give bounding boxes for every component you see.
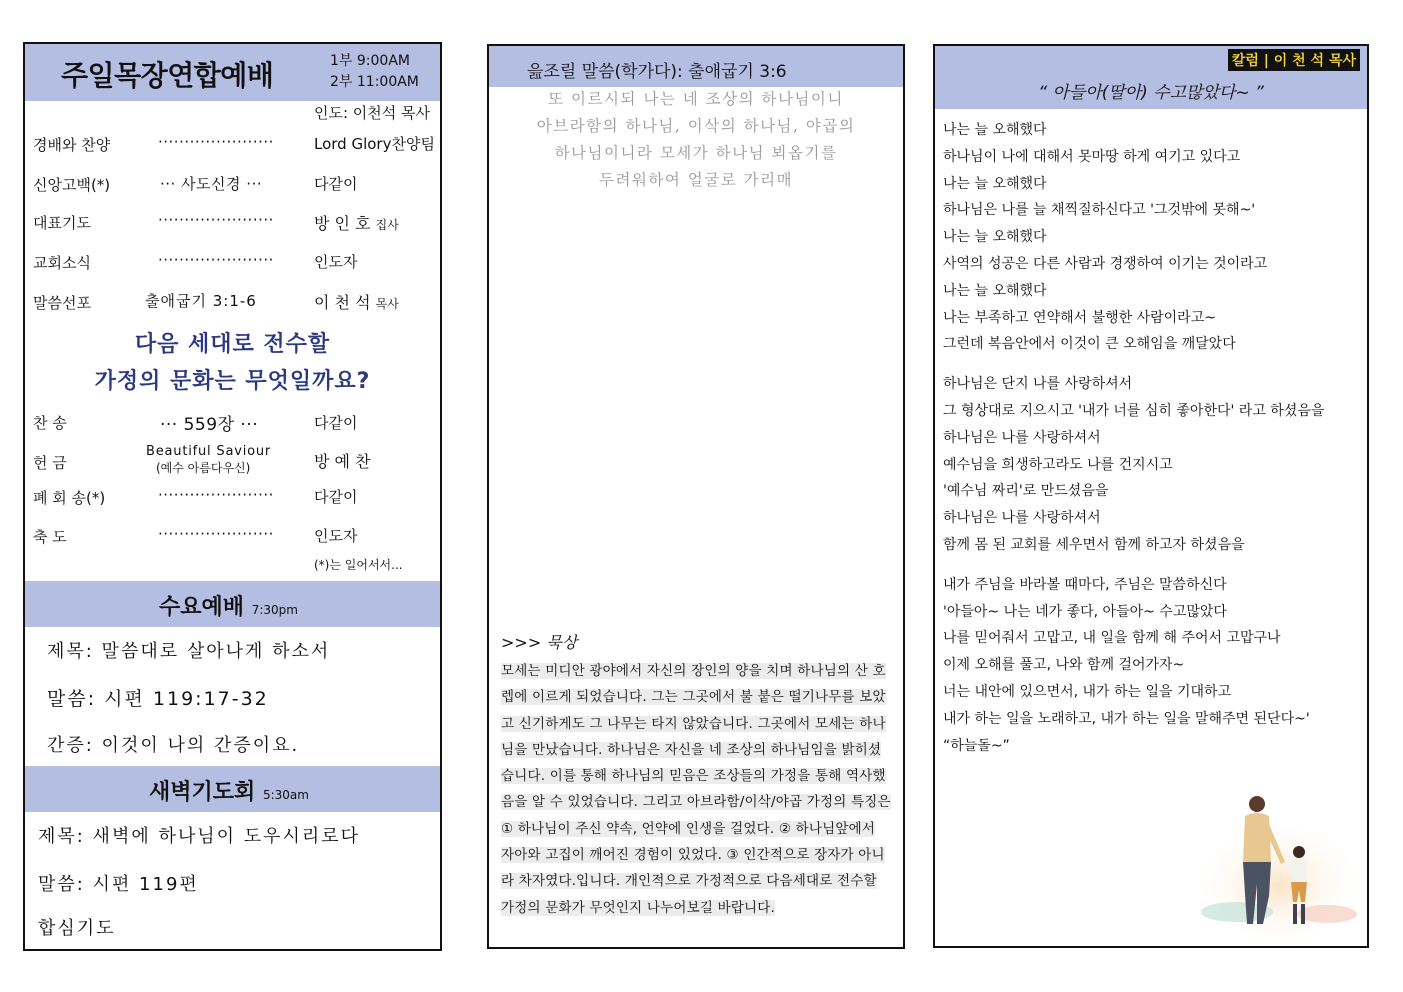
order-label: 폐 회 송(*) [33, 489, 106, 507]
poem-line: 그 형상대로 지으시고 '내가 너를 심히 좋아한다' 라고 하셨음을 [943, 402, 1325, 419]
order-performer: 인도자 [314, 527, 358, 545]
stand-note: (*)는 일어서서... [314, 558, 403, 572]
sunday-title: 주일목장연합예배 [61, 59, 274, 92]
order-performer: 다같이 [314, 414, 358, 432]
sunday-time-2: 2부 11:00AM [330, 74, 419, 90]
poem-signature: “하늘돌~” [943, 737, 1010, 754]
poem-line: 하나님은 나를 사랑하셔서 [943, 510, 1101, 527]
order-label: 신앙고백(*) [33, 176, 111, 194]
order-label: 경배와 찬양 [33, 136, 111, 154]
poem-line: 예수님을 희생하고라도 나를 건지시고 [943, 456, 1173, 473]
poem-line: 너는 내안에 있으면서, 내가 하는 일을 기대하고 [943, 683, 1232, 700]
meditation-body: 모세는 미디안 광야에서 자신의 장인의 양을 치며 하나님의 산 호렙에 이르게 되었습니다. 그는 그곳에서 불 붙은 떨기나무를 보았고 신기하게도 그 나무는 타지 않았습니다. 그곳에서 모세는 하나님을 만났습니다. 하나님은 자신을 네 조상의 하나님임을 밝히셨습니다. 이를 통해 하나님의 믿음은 조상들의 가정을 통해 역사했음을 알 수 있었습니다. 그리고 아브라함/이삭/야곱 가정의 특징은 ① 하나님이 주신 약속, 언약에 인생을 걸었다. ② 하나님앞에서 자아와 고집이 깨어진 경험이 있었다. ③ 인간적으로 장자가 아니라 차자였다.입니다. 개인적으로 가정적으로 다음세대로 전수할 가정의 문화가 무엇인지 나누어보길 바랍니다. [501, 663, 891, 916]
wednesday-scripture: 말씀: 시편 119:17-32 [47, 688, 269, 710]
order-performer: 방 예 찬 [314, 452, 371, 471]
poem-line: 나는 늘 오해했다 [943, 229, 1047, 246]
sermon-passage: 출애굽기 3:1-6 [145, 292, 257, 310]
order-label: 축 도 [33, 528, 67, 546]
poem-line: 하나님은 단지 나를 사랑하셔서 [943, 376, 1133, 393]
order-dots: ······················ [158, 211, 274, 229]
order-performer: 인도자 [314, 253, 358, 271]
wednesday-testimony: 간증: 이것이 나의 간증이요. [47, 735, 300, 756]
order-dots: ······················ [158, 251, 274, 269]
poem-line: 나는 늘 오해했다 [943, 175, 1047, 192]
meditation-panel [487, 44, 905, 949]
order-item: ··· 사도신경 ··· [160, 175, 263, 193]
order-performer: 방 인 호 집사 [314, 214, 399, 233]
hymn-number: ··· 559장 ··· [160, 415, 259, 435]
order-dots: ······················ [158, 525, 274, 543]
poem-line: 사역의 성공은 다른 사람과 경쟁하여 이기는 것이라고 [943, 255, 1268, 272]
order-label: 찬 송 [33, 414, 67, 432]
order-label: 헌 금 [33, 454, 67, 472]
poem-line: 나는 부족하고 연약해서 불행한 사람이라고~ [943, 309, 1216, 326]
order-performer: 다같이 [314, 175, 358, 193]
poem-line: 나는 늘 오해했다 [943, 282, 1047, 299]
offering-song: Beautiful Saviour [146, 444, 272, 459]
order-label: 대표기도 [33, 214, 91, 232]
poem-line: 그런데 복음안에서 이것이 큰 오해임을 깨달았다 [943, 336, 1236, 353]
worship-order-panel [23, 42, 442, 951]
order-performer: 이 천 석 목사 [314, 293, 399, 312]
poem-line: 나는 늘 오해했다 [943, 122, 1047, 138]
sermon-title-line2: 가정의 문화는 무엇일까요? [94, 369, 371, 394]
dawn-title: 새벽기도회 5:30am [149, 780, 309, 805]
order-dots: ······················ [158, 486, 274, 504]
sunday-time-1: 1부 9:00AM [330, 53, 410, 69]
poem-line: '아들아~ 나는 네가 좋다, 아들아~ 수고많았다 [943, 603, 1227, 620]
column-panel [933, 44, 1369, 948]
column-author-badge: 칼럼 | 이 천 석 목사 [1228, 49, 1360, 71]
order-label: 교회소식 [33, 254, 91, 272]
poem-line: 내가 하는 일을 노래하고, 내가 하는 일을 말해주면 된단다~' [943, 710, 1310, 727]
wednesday-title: 수요예배 7:30pm [159, 595, 298, 620]
order-label: 말씀선포 [33, 294, 91, 312]
column-title: “ 아들아(딸아) 수고많았다~ ” [1038, 83, 1264, 103]
meditation-heading: >>> 묵상 [501, 633, 578, 652]
dawn-scripture: 말씀: 시편 119편 [38, 874, 199, 895]
dawn-prayer: 합심기도 [38, 918, 116, 939]
order-performer: 다같이 [314, 488, 358, 506]
poem-line: 나를 믿어줘서 고맙고, 내 일을 함께 해 주어서 고맙구나 [943, 630, 1281, 647]
father-child-illustration [1197, 784, 1361, 936]
sermon-title-line1: 다음 세대로 전수할 [134, 332, 331, 357]
wednesday-subject: 제목: 말씀대로 살아나게 하소서 [47, 641, 331, 662]
poem-line: 함께 몸 된 교회를 세우면서 함께 하고자 하셨음을 [943, 536, 1245, 553]
order-dots: ······················ [158, 133, 274, 151]
poem-line: 내가 주님을 바라볼 때마다, 주님은 말씀하신다 [943, 576, 1227, 593]
order-performer: Lord Glory찬양팀 [314, 135, 435, 153]
meditation-header: 읊조릴 말씀(학가다): 출애굽기 3:6 [527, 62, 787, 82]
leader-line: 인도: 이천석 목사 [314, 104, 431, 122]
poem-line: '예수님 짜리'로 만드셨음을 [943, 483, 1109, 500]
poem-line: 이제 오해를 풀고, 나와 함께 걸어가자~ [943, 657, 1185, 674]
offering-song-korean: (예수 아름다우신) [156, 461, 251, 475]
poem-line: 하나님은 나를 사랑하셔서 [943, 429, 1101, 446]
poem-line: 하나님은 나를 늘 채찍질하신다고 '그것밖에 못해~' [943, 202, 1256, 219]
poem-line: 하나님이 나에 대해서 못마땅 하게 여기고 있다고 [943, 148, 1241, 165]
memory-verse: 또 이르시되 나는 네 조상의 하나님이니 아브라함의 하나님, 이삭의 하나님, 야곱의 하나님이니라 모세가 하나님 뵈옵기를 두려워하여 얼굴로 가리매 [536, 90, 856, 189]
column-body [943, 117, 1359, 759]
dawn-subject: 제목: 새벽에 하나님이 도우시리로다 [38, 826, 361, 847]
